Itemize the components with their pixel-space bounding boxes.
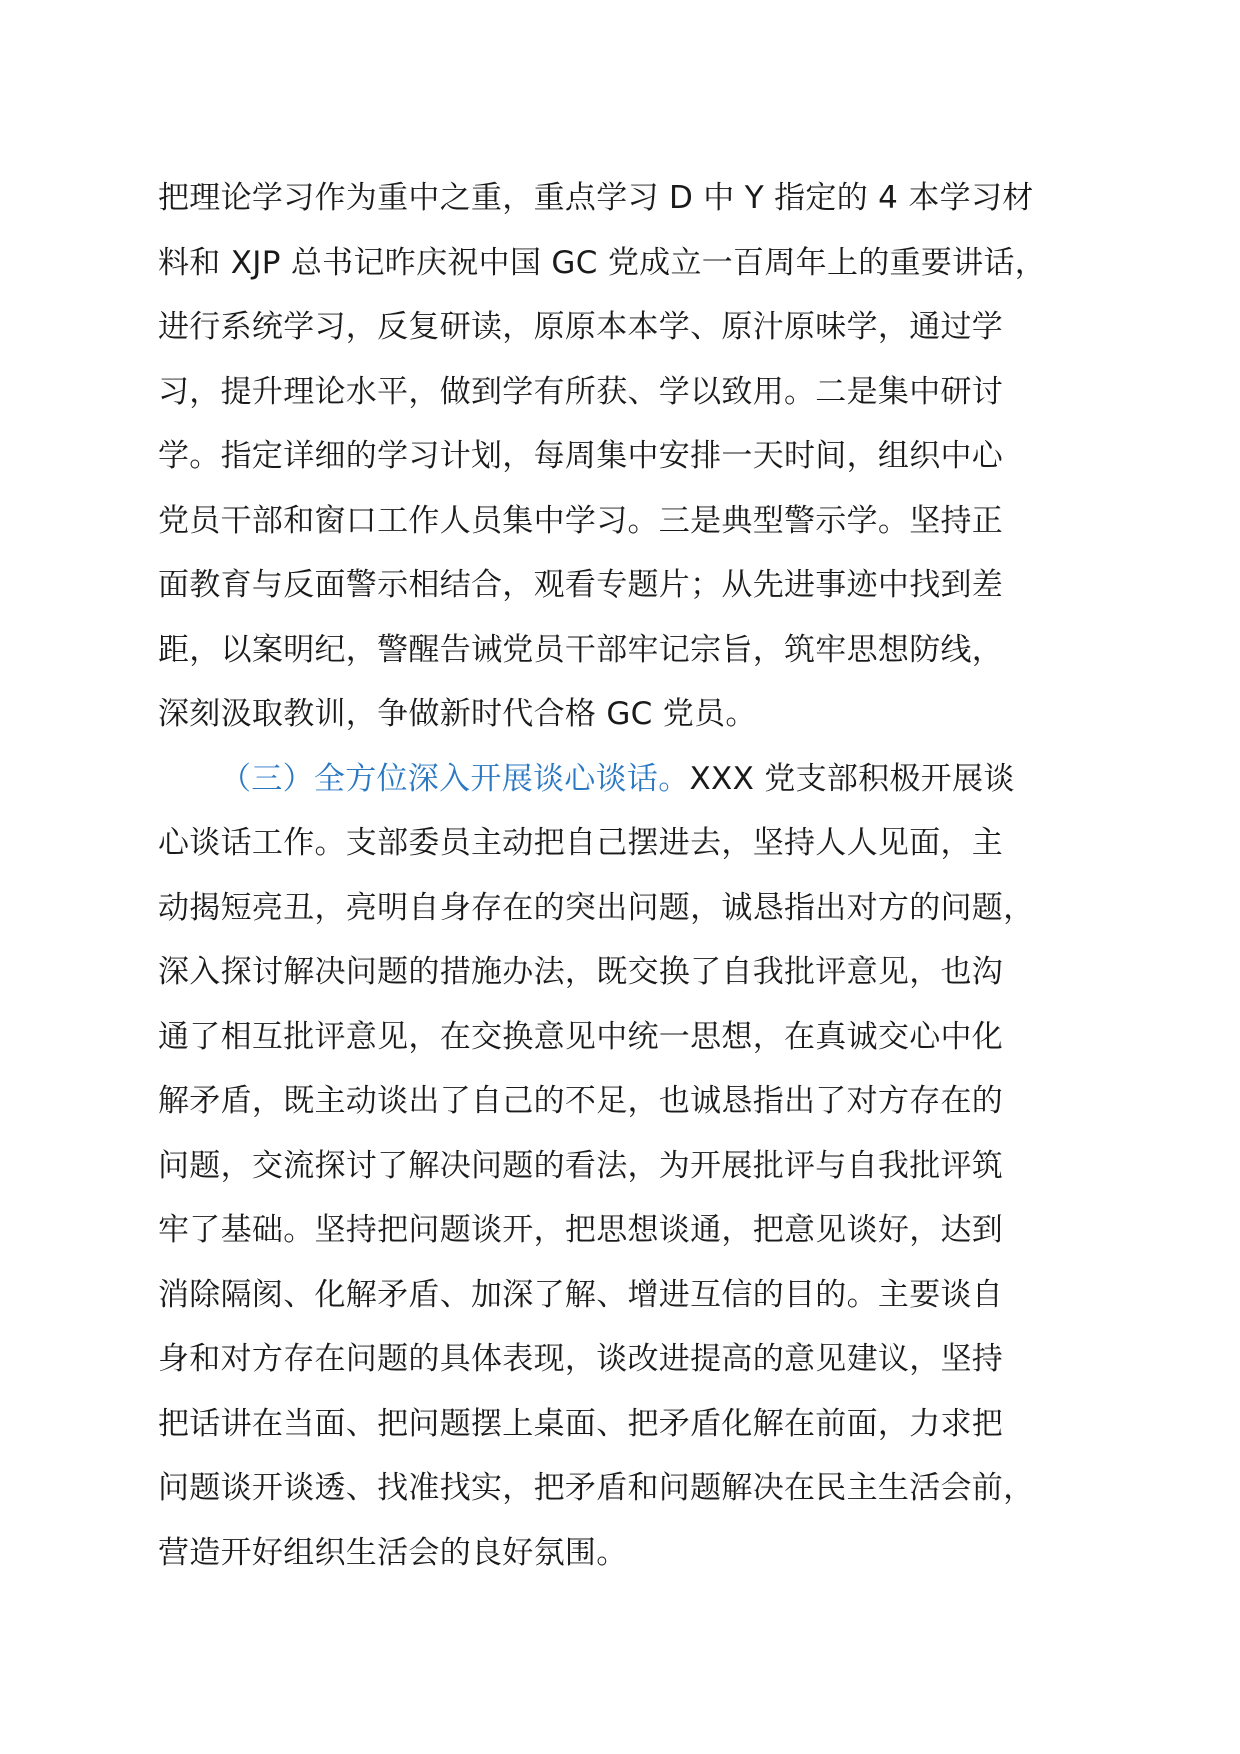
text-line: 消除隔阂、化解矛盾、加深了解、增进互信的目的。主要谈自 [158,1276,1004,1313]
text-line: 通了相互批评意见，在交换意见中统一思想，在真诚交心中化 [158,1018,1004,1055]
text-line: 学。指定详细的学习计划，每周集中安排一天时间，组织中心 [158,438,1004,474]
text-line: 营造开好组织生活会的良好氛围。 [158,1534,628,1571]
text-line: 牢了基础。坚持把问题谈开，把思想谈通，把意见谈好，达到 [158,1212,1004,1248]
text-line: 把话讲在当面、把问题摆上桌面、把矛盾化解在前面，力求把 [158,1405,1004,1442]
text-run: XXX 党支部积极开展谈 [689,760,1015,797]
text-line: 料和 XJP 总书记昨庆祝中国 GC 党成立一百周年上的重要讲话， [158,244,1047,281]
paragraph-heart-to-heart-talks [158,747,1118,1586]
text-line: 党员干部和窗口工作人员集中学习。三是典型警示学。坚持正 [158,502,1004,539]
text-line: 把理论学习作为重中之重，重点学习 D 中 Y 指定的 4 本学习材 [158,180,1034,216]
text-line: 距，以案明纪，警醒告诫党员干部牢记宗旨，筑牢思想防线， [158,631,1004,668]
text-line: 深入探讨解决问题的措施办法，既交换了自我批评意见，也沟 [158,954,1004,990]
text-line: 问题谈开谈透、找准找实，把矛盾和问题解决在民主生活会前， [158,1470,1035,1506]
text-line: 深刻汲取教训，争做新时代合格 GC 党员。 [158,696,757,732]
text-line: 面教育与反面警示相结合，观看专题片；从先进事迹中找到差 [158,567,1004,603]
text-line: 习，提升理论水平，做到学有所获、学以致用。二是集中研讨 [158,373,1004,410]
document-body [158,166,1118,1585]
paragraph-first-line [158,747,1118,812]
text-line: 解矛盾，既主动谈出了自己的不足，也诚恳指出了对方存在的 [158,1083,1004,1119]
text-line: 心谈话工作。支部委员主动把自己摆进去，坚持人人见面，主 [158,825,1004,861]
section-heading: （三）全方位深入开展谈心谈话。 [220,760,690,797]
paragraph-study [158,166,1118,747]
text-line: 动揭短亮丑，亮明自身存在的突出问题，诚恳指出对方的问题， [158,889,1035,926]
text-line: 进行系统学习，反复研读，原原本本学、原汁原味学，通过学 [158,309,1004,345]
text-line: 身和对方存在问题的具体表现，谈改进提高的意见建议，坚持 [158,1341,1004,1377]
text-line: 问题，交流探讨了解决问题的看法，为开展批评与自我批评筑 [158,1147,1004,1184]
